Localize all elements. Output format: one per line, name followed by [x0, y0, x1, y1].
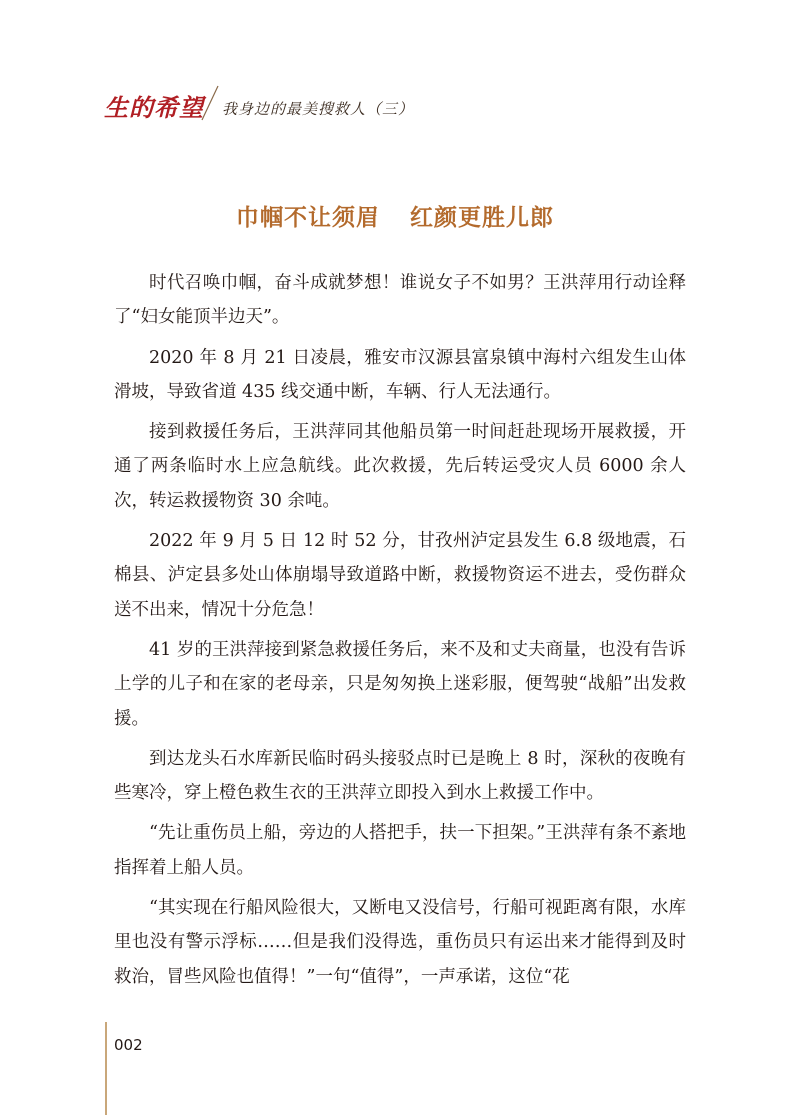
paragraph: 2022 年 9 月 5 日 12 时 52 分，甘孜州泸定县发生 6.8 级地震，石棉县、泸定县多处山体崩塌导致道路中断，救援物资运不进去，受伤群众送不出来，情况十分危急！	[114, 531, 686, 620]
paragraph: “先让重伤员上船，旁边的人搭把手，扶一下担架。”王洪萍有条不紊地指挥着上船人员。	[114, 823, 686, 878]
paragraph: 到达龙头石水库新民临时码头接驳点时已是晚上 8 时，深秋的夜晚有些寒冷，穿上橙色救生衣的王洪萍立即投入到水上救援工作中。	[114, 748, 686, 804]
paragraph: 41 岁的王洪萍接到紧急救援任务后，来不及和丈夫商量，也没有告诉上学的儿子和在家的老母亲，只是匆匆换上迷彩服，便驾驶“战船”出发救援。	[114, 639, 686, 729]
paragraph: 时代召唤巾帼，奋斗成就梦想！谁说女子不如男？王洪萍用行动诠释了“妇女能顶半边天”。	[114, 273, 686, 328]
article-body	[114, 266, 686, 1000]
paragraph: 接到救援任务后，王洪萍同其他船员第一时间赶赴现场开展救援，开通了两条临时水上应急航线。此次救援，先后转运受灾人员 6000 余人次，转运救援物资 30 余吨。	[114, 422, 686, 511]
article-title	[0, 199, 790, 232]
page-number: 002	[114, 1036, 143, 1054]
paragraph: 2020 年 8 月 21 日凌晨，雅安市汉源县富泉镇中海村六组发生山体滑坡，导致省道 435 线交通中断，车辆、行人无法通行。	[114, 347, 686, 402]
page-header	[0, 78, 790, 128]
series-subtitle: 我身边的最美搜救人（三）	[222, 100, 415, 118]
paragraph: “其实现在行船风险很大，又断电又没信号，行船可视距离有限，水库里也没有警示浮标……但是我们没得选，重伤员只有运出来才能得到及时救治，冒些风险也值得！”一句“值得”，一声承诺，这位“花	[114, 898, 686, 987]
header-divider-slash	[200, 84, 220, 122]
article-title-part-2: 红颜更胜儿郎	[410, 205, 554, 231]
series-title: 生的希望	[104, 93, 204, 122]
footer-rule	[105, 1022, 107, 1115]
article-title-part-1: 巾帼不让须眉	[236, 205, 380, 231]
